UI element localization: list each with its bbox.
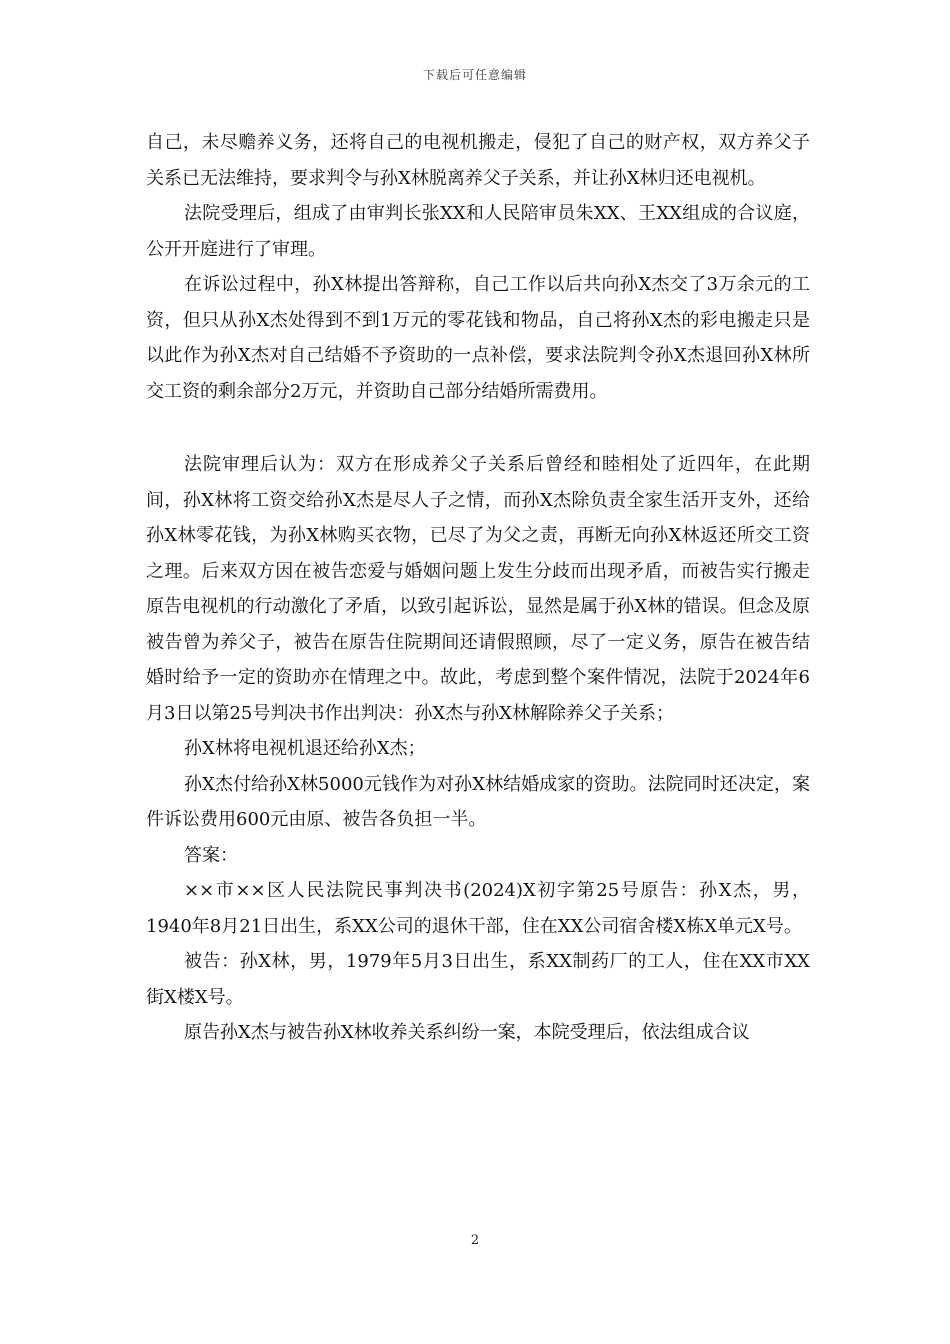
paragraph-4: 法院审理后认为：双方在形成养父子关系后曾经和睦相处了近四年，在此期间，孙X林将工资交给孙X杰是尽人子之情，而孙X杰除负责全家生活开支外，还给孙X林零花钱，为孙X林购买衣物，已尽了为父之责，再断无向孙X林返还所交工资之理。后来双方因在被告恋爱与婚姻问题上发生分歧而出现矛盾，而被告实行搬走原告电视机的行动激化了矛盾，以致引起诉讼，显然是属于孙X林的错误。但念及原被告曾为养父子，被告在原告住院期间还请假照顾，尽了一定义务，原告在被告结婚时给予一定的资助亦在情理之中。故此，考虑到整个案件情况，法院于2024年6月3日以第25号判决书作出判决：孙X杰与孙X林解除养父子关系；: [146, 454, 810, 724]
paragraph-7: 答案：: [184, 844, 238, 866]
page-header-note: 下载后可任意编辑: [422, 68, 527, 82]
paragraph-3: 在诉讼过程中，孙X林提出答辩称，自己工作以后共向孙X杰交了3万余元的工资，但只从孙X杰处得到不到1万元的零花钱和物品，自己将孙X杰的彩电搬走只是以此作为孙X杰对自己结婚不予资助的一点补偿，要求法院判令孙X杰退回孙X林所交工资的剩余部分2万元，并资助自己部分结婚所需费用。: [146, 274, 810, 402]
paragraph-6: 孙X杰付给孙X林5000元钱作为对孙X林结婚成家的资助。法院同时还决定，案件诉讼费用600元由原、被告各负担一半。: [146, 773, 810, 830]
paragraph-1: 自己，未尽赡养义务，还将自己的电视机搬走，侵犯了自己的财产权，双方养父子关系已无法维持，要求判令与孙X林脱离养父子关系，并让孙X林归还电视机。: [146, 132, 810, 189]
document-body: [146, 125, 810, 1051]
paragraph-10: 原告孙X杰与被告孙X林收养关系纠纷一案，本院受理后，依法组成合议: [184, 1022, 750, 1043]
paragraph-8: ××市××区人民法院民事判决书(2024)X初字第25号原告：孙X杰，男，1940年8月21日出生，系XX公司的退休干部，住在XX公司宿舍楼X栋X单元X号。: [146, 880, 810, 937]
paragraph-5: 孙X林将电视机退还给孙X杰；: [184, 738, 426, 759]
paragraph-2: 法院受理后，组成了由审判长张XX和人民陪审员朱XX、王XX组成的合议庭，公开开庭进行了审理。: [146, 203, 810, 260]
page-number: 2: [470, 1233, 480, 1248]
paragraph-9: 被告：孙X林，男，1979年5月3日出生，系XX制药厂的工人，住在XX市XX街X楼X号。: [146, 951, 810, 1008]
paragraph-gap: [146, 409, 810, 447]
